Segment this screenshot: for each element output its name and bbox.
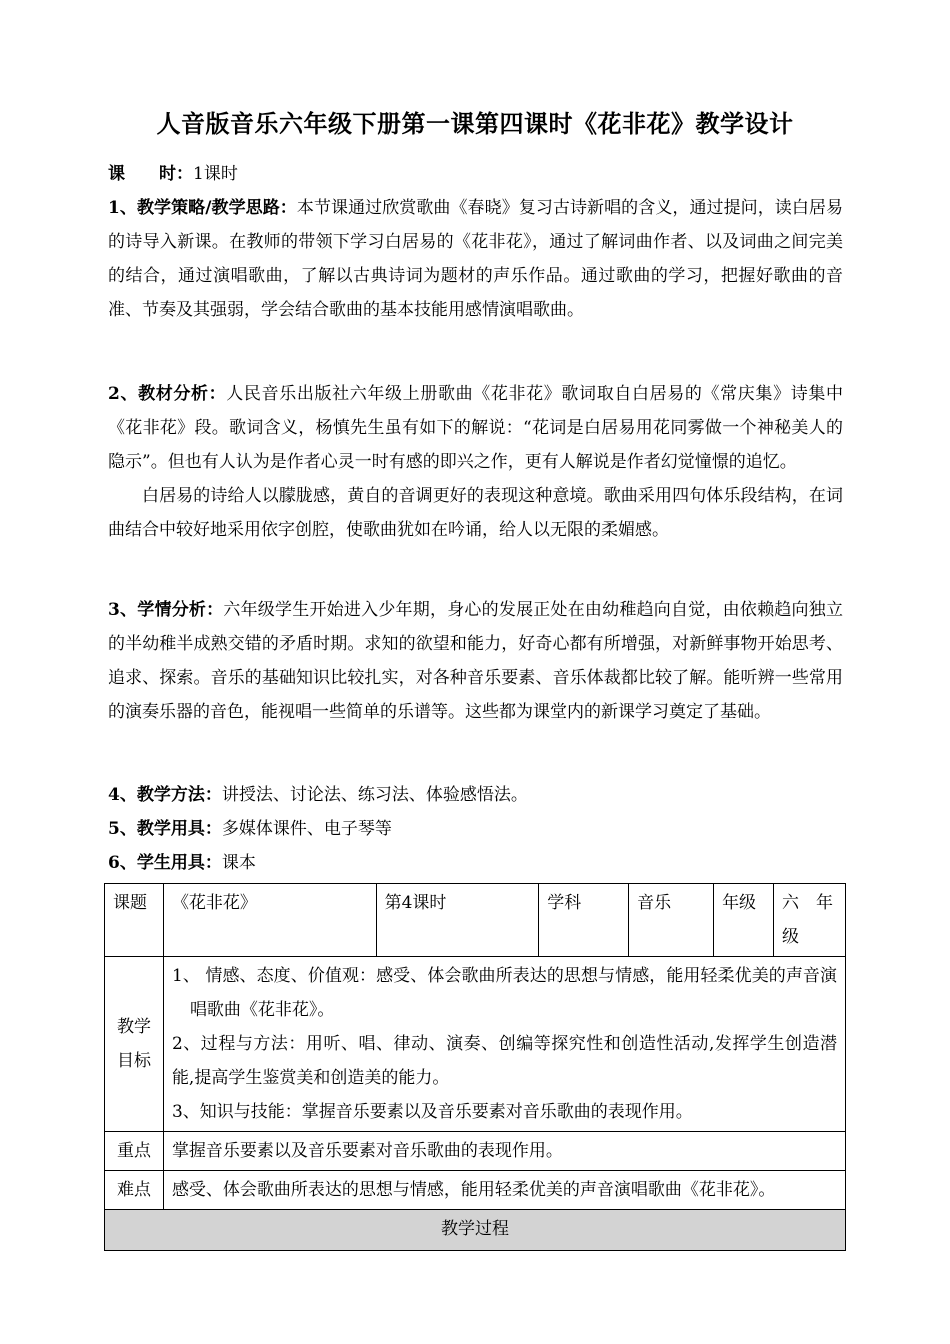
lesson-time-value: 1课时 [193, 164, 238, 184]
section-text: 课本 [221, 853, 256, 873]
section-strategy [108, 191, 843, 327]
goals-content-cell [163, 957, 845, 1132]
section-text: 人民音乐出版社六年级上册歌曲《花非花》歌词取自白居易的《常庆集》诗集中《花非花》段。歌词含义，杨慎先生虽有如下的解说：“花词是白居易用花同雾做一个神秘美人的隐示”。但也有人认为是作者心灵一时有感的即兴之作，更有人解说是作者幻觉憧憬的追忆。 [108, 384, 843, 472]
grade-value-line: 级 [782, 927, 799, 947]
topic-value-cell: 《花非花》 [163, 884, 376, 957]
goals-label-cell [105, 957, 164, 1132]
goals-label-line: 教学 [116, 1017, 151, 1037]
lesson-plan-table [104, 883, 846, 1251]
goals-row [105, 957, 846, 1132]
difficulty-value-cell: 感受、体会歌曲所表达的思想与情感，能用轻柔优美的声音演唱歌曲《花非花》。 [163, 1171, 845, 1210]
key-point-value-cell: 掌握音乐要素以及音乐要素对音乐歌曲的表现作用。 [163, 1132, 845, 1171]
section-heading: 5、教学用具： [108, 819, 222, 839]
grade-value-cell [774, 884, 846, 957]
section-heading: 2、教材分析： [108, 384, 227, 404]
section-material-analysis [108, 377, 843, 547]
key-point-label-cell: 重点 [105, 1132, 164, 1171]
table-header-row [105, 884, 846, 957]
section-student-analysis [108, 593, 843, 729]
process-row [105, 1210, 846, 1251]
section-methods [108, 778, 843, 812]
grade-label-cell: 年级 [714, 884, 774, 957]
goal-item: 2、过程与方法：用听、唱、律动、演奏、创编等探究性和创造性活动,发挥学生创造潜能,提高学生鉴赏美和创造美的能力。 [171, 1034, 837, 1088]
lesson-time-line [108, 157, 843, 191]
key-point-row [105, 1132, 846, 1171]
section-text: 本节课通过欣赏歌曲《春晓》复习古诗新唱的含义，通过提问，读白居易的诗导入新课。在教师的带领下学习白居易的《花非花》，通过了解词曲作者、以及词曲之间完美的结合，通过演唱歌曲，了解以古典诗词为题材的声乐作品。通过歌曲的学习，把握好歌曲的音准、节奏及其强弱，学会结合歌曲的基本技能用感情演唱歌曲。 [108, 198, 844, 320]
topic-label-cell: 课题 [105, 884, 164, 957]
difficulty-row [105, 1171, 846, 1210]
goals-label-line: 目标 [116, 1051, 151, 1071]
goal-item: 3、知识与技能：掌握音乐要素以及音乐要素对音乐歌曲的表现作用。 [171, 1102, 693, 1122]
section-student-tools [108, 846, 843, 880]
difficulty-label-cell: 难点 [105, 1171, 164, 1210]
section-heading: 3、学情分析： [108, 600, 224, 620]
section-heading: 6、学生用具： [108, 853, 222, 873]
lesson-time-label: 课 时： [108, 164, 193, 184]
section-paragraph: 白居易的诗给人以朦胧感，黄自的音调更好的表现这种意境。歌曲采用四句体乐段结构，在词曲结合中较好地采用依字创腔，使歌曲犹如在吟诵，给人以无限的柔媚感。 [108, 486, 843, 540]
section-teaching-tools [108, 812, 843, 846]
section-text: 多媒体课件、电子琴等 [221, 819, 392, 839]
grade-value-line: 六 年 [782, 893, 833, 913]
subject-label-cell: 学科 [539, 884, 629, 957]
process-header-cell: 教学过程 [105, 1210, 846, 1251]
section-text: 讲授法、讨论法、练习法、体验感悟法。 [221, 785, 528, 805]
section-text: 六年级学生开始进入少年期，身心的发展正处在由幼稚趋向自觉，由依赖趋向独立的半幼稚半成熟交错的矛盾时期。求知的欲望和能力，好奇心都有所增强，对新鲜事物开始思考、追求、探索。音乐的基础知识比较扎实，对各种音乐要素、音乐体裁都比较了解。能听辨一些常用的演奏乐器的音色，能视唱一些简单的乐谱等。这些都为课堂内的新课学习奠定了基础。 [108, 600, 843, 722]
document-title: 人音版音乐六年级下册第一课第四课时《花非花》教学设计 [156, 109, 794, 138]
subject-value-cell: 音乐 [629, 884, 714, 957]
section-heading: 4、教学方法： [108, 785, 222, 805]
goal-item: 1、 情感、态度、价值观：感受、体会歌曲所表达的思想与情感，能用轻柔优美的声音演唱歌曲《花非花》。 [171, 966, 837, 1020]
period-cell: 第4课时 [376, 884, 539, 957]
section-heading: 1、教学策略/教学思路： [108, 198, 297, 218]
